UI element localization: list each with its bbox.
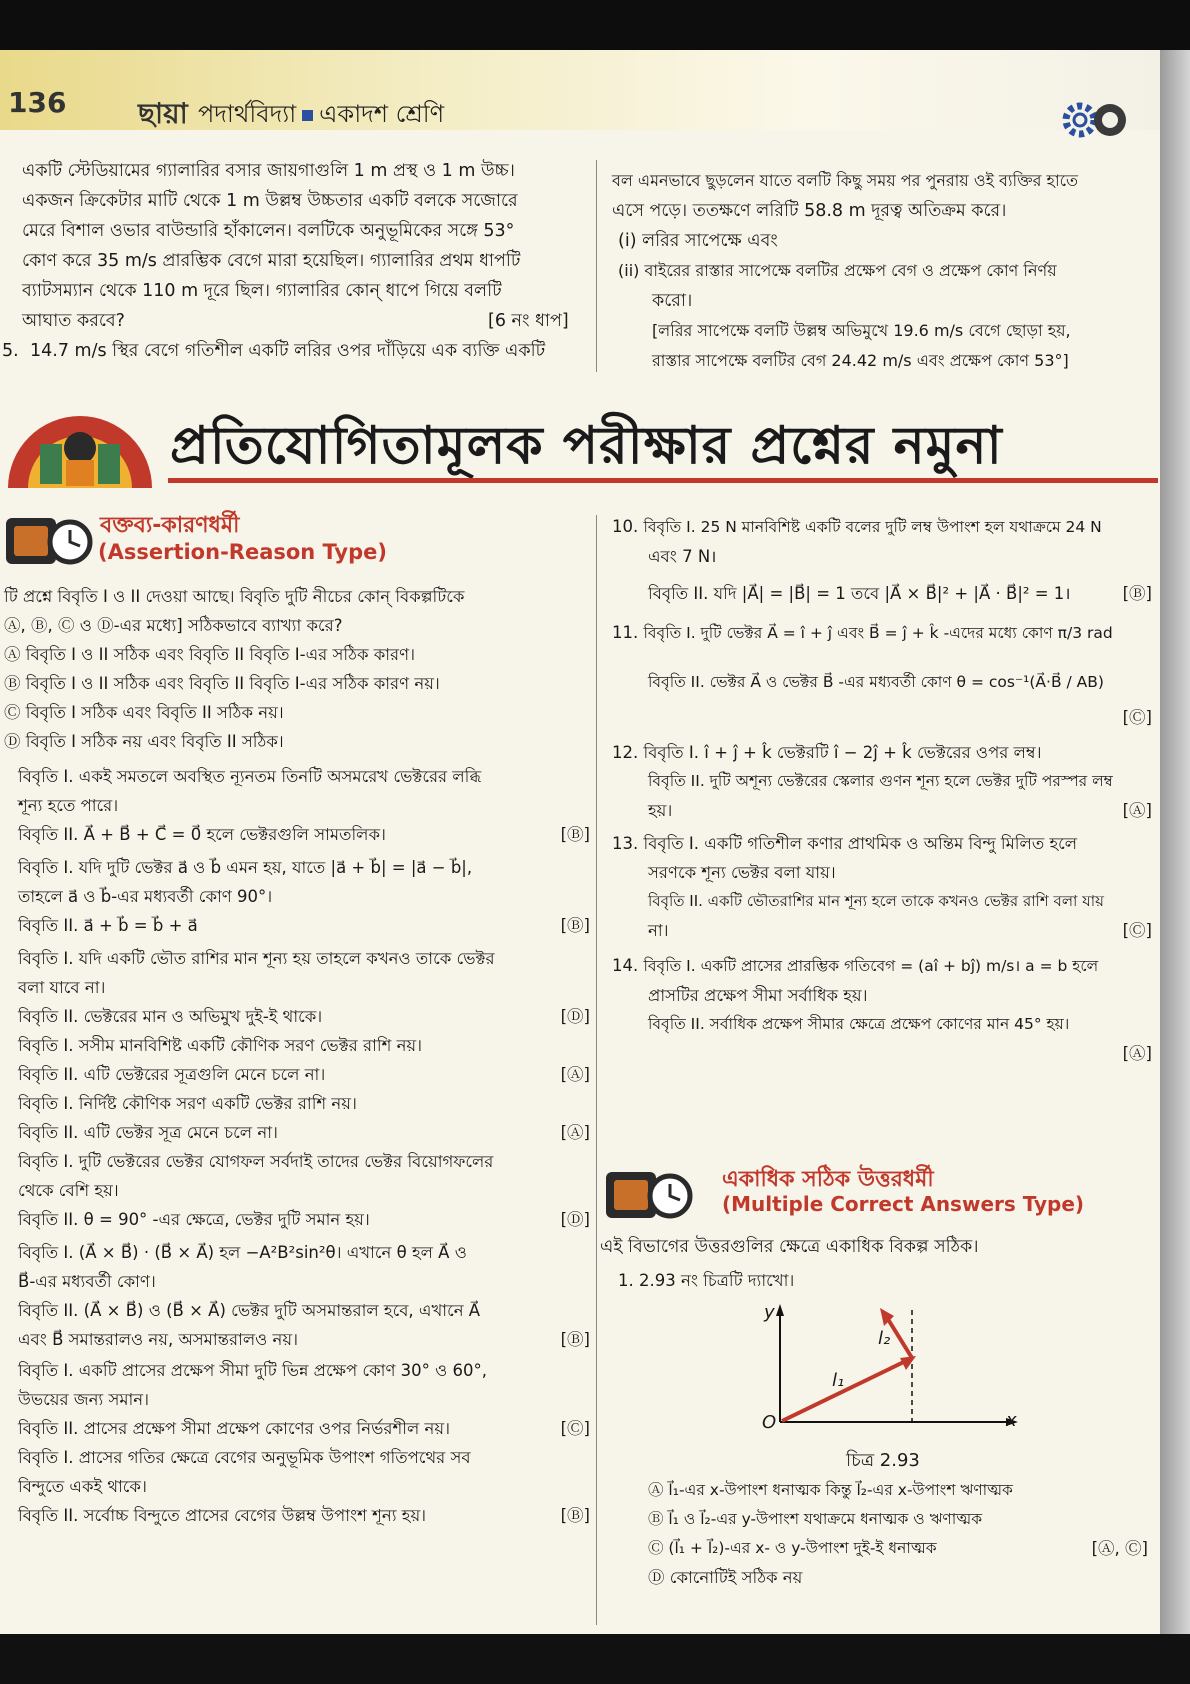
statement-2: বিবৃতি II. এটি ভেক্টর সূত্র মেনে চলে না। — [18, 1123, 278, 1142]
question-number: 5. — [2, 341, 19, 361]
statement-2: বিবৃতি II. দুটি অশূন্য ভেক্টরের স্কেলার গুণন শূন্য হলে ভেক্টর দুটি পরস্পর লম্ব — [648, 772, 1113, 790]
option-c — [648, 1534, 1148, 1563]
option-d: Ⓓ বিবৃতি I সঠিক নয় এবং বিবৃতি II সঠিক। — [4, 732, 284, 751]
statement-1 — [612, 738, 1152, 767]
statement-1-text: বিবৃতি I. একটি প্রাসের প্রারম্ভিক গতিবেগ = (aî + bĵ) m/s। a = b হলে — [643, 957, 1099, 975]
list-item — [612, 618, 1152, 732]
statement-row — [18, 1205, 590, 1234]
text-line: একটি স্টেডিয়ামের গ্যালারির বসার জায়গাগুলি 1 m প্রস্থ ও 1 m উচ্চ। — [22, 161, 515, 181]
gear-icon — [1060, 92, 1130, 148]
statement-1: বিবৃতি I. যদি দুটি ভেক্টর a⃗ ও b⃗ এমন হয়, যাতে |a⃗ + b⃗| = |a⃗ − b⃗|, — [18, 858, 473, 877]
statement-row — [18, 1501, 590, 1530]
statement-1: বিবৃতি I. যদি একটি ভৌত রাশির মান শূন্য হয় তাহলে কখনও তাকে ভেক্টর — [18, 949, 495, 968]
statement-1-cont: প্রাসটির প্রক্ষেপ সীমা সর্বাধিক হয়। — [648, 986, 868, 1005]
clock-icon — [604, 1162, 694, 1226]
option-c-text: Ⓒ (l⃗₁ + l⃗₂)-এর x- ও y-উপাংশ দুই-ই ধনাত্মক — [648, 1539, 937, 1557]
option-b: Ⓑ বিবৃতি I ও II সঠিক এবং বিবৃতি II বিবৃতি I-এর সঠিক কারণ নয়। — [4, 674, 440, 693]
statement-1-text: বিবৃতি I. î + ĵ + k̂ ভেক্টরটি î − 2ĵ + k̂ ভেক্টরের ওপর লম্ব। — [643, 743, 1042, 762]
answer-tag: [Ⓑ] — [560, 1330, 590, 1349]
text-line: কোণ করে 35 m/s প্রারম্ভিক বেগে মারা হয়েছিল। গ্যালারির প্রথম ধাপটি — [22, 251, 521, 271]
answer-tag: [Ⓒ] — [560, 1419, 590, 1438]
section-title-bn: একাধিক সঠিক উত্তরধর্মী — [722, 1167, 934, 1192]
statement-row — [612, 796, 1152, 825]
statement-1-text: বিবৃতি I. একটি গতিশীল কণার প্রাথমিক ও অন্তিম বিন্দু মিলিত হলে — [643, 834, 1078, 853]
statement-2: বিবৃতি II. ভেক্টরের মান ও অভিমুখ দুই-ই থাকে। — [18, 1007, 323, 1026]
answer-tag: [Ⓓ] — [560, 1210, 590, 1229]
statement-1 — [612, 951, 1152, 981]
answer-tag: [Ⓐ, Ⓒ] — [1091, 1539, 1148, 1558]
section-intro: এই বিভাগের উত্তরগুলির ক্ষেত্রে একাধিক বিকল্প সঠিক। — [600, 1237, 979, 1257]
statement-1: বিবৃতি I. (A⃗ × B⃗) · (B⃗ × A⃗) হল −A²B²sin²θ। এখানে θ হল A⃗ ও — [18, 1243, 467, 1262]
section-title-bn: বক্তব্য-কারণধর্মী — [100, 513, 240, 538]
list-item — [612, 512, 1152, 608]
statement-1: বিবৃতি I. প্রাসের গতির ক্ষেত্রে বেগের অনুভূমিক উপাংশ গতিপথের সব — [18, 1448, 471, 1467]
assertion-left-column — [4, 582, 590, 1530]
vector-l2-label: l₂ — [878, 1328, 891, 1349]
statement-1-cont: তাহলে a⃗ ও b⃗-এর মধ্যবর্তী কোণ 90°। — [18, 887, 273, 906]
answer-tag: [Ⓐ] — [560, 1123, 590, 1142]
text-line: আঘাত করবে? — [22, 311, 125, 331]
statement-row — [18, 911, 590, 940]
statement-1: বিবৃতি I. সসীম মানবিশিষ্ট একটি কৌণিক সরণ ভেক্টর রাশি নয়। — [18, 1036, 423, 1055]
answer-tag: [Ⓐ] — [1122, 1044, 1152, 1063]
statement-2: বিবৃতি II. প্রাসের প্রক্ষেপ সীমা প্রক্ষেপ কোণের ওপর নির্ভরশীল নয়। — [18, 1419, 450, 1438]
statement-1: বিবৃতি I. একই সমতলে অবস্থিত ন্যূনতম তিনটি অসমরেখ ভেক্টরের লব্ধি — [18, 767, 482, 786]
statement-row — [18, 820, 590, 849]
section-title-en: (Multiple Correct Answers Type) — [722, 1192, 1085, 1216]
sub-question-i: (i) লরির সাপেক্ষে এবং — [618, 231, 778, 251]
option-b: Ⓑ l⃗₁ ও l⃗₂-এর y-উপাংশ যথাক্রমে ধনাত্মক ও ঋণাত্মক — [648, 1510, 983, 1528]
question-number: 14. — [612, 956, 639, 975]
list-item — [4, 762, 590, 849]
top-right-question — [612, 166, 1152, 376]
answer-tag: [Ⓑ] — [560, 1506, 590, 1525]
statement-2: বিবৃতি II. সর্বাধিক প্রক্ষেপ সীমার ক্ষেত্রে প্রক্ষেপ কোণের মান 45° হয়। — [648, 1015, 1070, 1033]
column-divider — [596, 515, 597, 1625]
sub-question-ii: (ii) বাইরের রাস্তার সাপেক্ষে বলটির প্রক্ষেপ বেগ ও প্রক্ষেপ কোণ নির্ণয় — [618, 261, 1057, 280]
question-number: 13. — [612, 834, 639, 853]
assertion-right-column — [612, 512, 1152, 1068]
statement-2-cont: না। — [648, 921, 669, 940]
text-line: মেরে বিশাল ওভার বাউন্ডারি হাঁকালেন। বলটিকে অনুভূমিকের সঙ্গে 53° — [22, 221, 515, 241]
list-item — [4, 944, 590, 1031]
statement-1-cont: B⃗-এর মধ্যবর্তী কোণ। — [18, 1272, 156, 1291]
option-c: Ⓒ বিবৃতি I সঠিক এবং বিবৃতি II সঠিক নয়। — [4, 703, 284, 722]
statement-1 — [612, 512, 1152, 542]
axis-x-label: x — [1006, 1410, 1017, 1431]
multi-options — [648, 1476, 1148, 1592]
text-line: বল এমনভাবে ছুড়লেন যাতে বলটি কিছু সময় পর পুনরায় ওই ব্যক্তির হাতে — [612, 171, 1079, 190]
answer-bracket: [6 নং ধাপ] — [488, 311, 569, 331]
statement-2: বিবৃতি II. A⃗ + B⃗ + C⃗ = 0⃗ হলে ভেক্টরগুলি সামতলিক। — [18, 825, 386, 844]
list-item — [4, 853, 590, 940]
statement-2: বিবৃতি II. একটি ভৌতরাশির মান শূন্য হলে তাকে কখনও ভেক্টর রাশি বলা যায় — [648, 892, 1104, 910]
column-divider — [596, 160, 597, 372]
statement-2: বিবৃতি II. ভেক্টর A⃗ ও ভেক্টর B⃗ -এর মধ্যবর্তী কোণ θ = cos⁻¹(A⃗·B⃗ / AB) — [648, 673, 1104, 691]
section-title-en: (Assertion-Reason Type) — [98, 540, 387, 564]
answer-tag: [Ⓑ] — [560, 916, 590, 935]
text-line: এসে পড়ে। ততক্ষণে লরিটি 58.8 m দূরত্ব অতিক্রম করে। — [612, 201, 1007, 221]
statement-row — [18, 1414, 590, 1443]
banner-underline — [168, 478, 1158, 483]
statement-row — [612, 916, 1152, 945]
intro-line: Ⓐ, Ⓑ, Ⓒ ও Ⓓ-এর মধ্যে] সঠিকভাবে ব্যাখ্যা করে? — [4, 616, 343, 635]
scan-top-edge — [0, 0, 1190, 50]
statement-2: বিবৃতি II. সর্বোচ্চ বিন্দুতে প্রাসের বেগের উল্লম্ব উপাংশ শূন্য হয়। — [18, 1506, 427, 1525]
statement-1-cont: সরণকে শূন্য ভেক্টর বলা যায়। — [648, 863, 836, 882]
statement-2: বিবৃতি II. এটি ভেক্টরের সূত্রগুলি মেনে চলে না। — [18, 1065, 326, 1084]
header-subject — [198, 96, 444, 136]
question-number: 10. — [612, 517, 639, 536]
subject-name: পদার্থবিদ্যা — [198, 100, 297, 128]
list-item — [4, 1147, 590, 1234]
sub-question-ii-cont: করো। — [652, 291, 693, 311]
statement-2: বিবৃতি II. (A⃗ × B⃗) ও (B⃗ × A⃗) ভেক্টর দুটি অসমান্তরাল হবে, এখানে A⃗ — [18, 1301, 481, 1320]
answer-line: [লরির সাপেক্ষে বলটি উল্লম্ব অভিমুখে 19.6 m/s বেগে ছোড়া হয়, — [652, 321, 1071, 340]
list-item — [4, 1356, 590, 1443]
statement-row — [18, 1002, 590, 1031]
axis-y-label: y — [764, 1302, 775, 1323]
banner-emblem-icon — [0, 392, 160, 492]
statement-1: বিবৃতি I. একটি প্রাসের প্রক্ষেপ সীমা দুটি ভিন্ন প্রক্ষেপ কোণ 30° ও 60°, — [18, 1361, 488, 1380]
statement-row — [18, 1325, 590, 1354]
statement-1-cont: শূন্য হতে পারে। — [18, 796, 119, 815]
question-text: 14.7 m/s স্থির বেগে গতিশীল একটি লরির ওপর দাঁড়িয়ে এক ব্যক্তি একটি — [30, 341, 546, 361]
vector-figure — [740, 1302, 1020, 1462]
statement-1-text: বিবৃতি I. দুটি ভেক্টর A⃗ = î + ĵ এবং B⃗ = ĵ + k̂ -এদের মধ্যে কোণ π/3 rad — [643, 624, 1113, 642]
page-number: 136 — [8, 86, 67, 119]
statement-2-cont: এবং B⃗ সমান্তরালও নয়, অসমান্তরালও নয়। — [18, 1330, 298, 1349]
statement-1-text: বিবৃতি I. 25 N মানবিশিষ্ট একটি বলের দুটি লম্ব উপাংশ হল যথাক্রমে 24 N — [643, 518, 1102, 536]
list-item — [612, 829, 1152, 945]
statement-1-cont: বলা যাবে না। — [18, 978, 106, 997]
option-a: Ⓐ l⃗₁-এর x-উপাংশ ধনাত্মক কিন্তু l⃗₂-এর x-উপাংশ ঋণাত্মক — [648, 1481, 1013, 1499]
option-d: Ⓓ কোনোটিই সঠিক নয় — [648, 1568, 803, 1587]
statement-1-cont: বিন্দুতে একই থাকে। — [18, 1477, 147, 1496]
statement-2: বিবৃতি II. θ = 90° -এর ক্ষেত্রে, ভেক্টর দুটি সমান হয়। — [18, 1210, 370, 1229]
answer-tag: [Ⓐ] — [1122, 801, 1152, 820]
text-line: একজন ক্রিকেটার মাটি থেকে 1 m উল্লম্ব উচ্চতার একটি বলকে সজোরে — [22, 191, 518, 211]
statement-row — [612, 579, 1152, 608]
text-line: ব্যাটসম্যান থেকে 110 m দূরে ছিল। গ্যালারির কোন্‌ ধাপে গিয়ে বলটি — [22, 281, 502, 301]
figure-caption: চিত্র 2.93 — [846, 1450, 920, 1471]
answer-tag: [Ⓐ] — [560, 1065, 590, 1084]
list-item — [4, 1031, 590, 1089]
banner-title: প্রতিযোগিতামূলক পরীক্ষার প্রশ্নের নমুনা — [170, 416, 1003, 476]
answer-line: রাস্তার সাপেক্ষে বলটির বেগ 24.42 m/s এবং প্রক্ষেপ কোণ 53°] — [652, 351, 1069, 370]
statement-1-cont: থেকে বেশি হয়। — [18, 1181, 119, 1200]
brand-logo-text: ছায়া — [138, 97, 188, 130]
question-1: 1. 2.93 নং চিত্রটি দ্যাখো। — [618, 1271, 795, 1290]
list-item — [4, 1089, 590, 1147]
intro-line: টি প্রশ্নে বিবৃতি I ও II দেওয়া আছে। বিবৃতি দুটি নীচের কোন্‌ বিকল্পটিকে — [4, 587, 465, 606]
option-a: Ⓐ বিবৃতি I ও II সঠিক এবং বিবৃতি II বিবৃতি I-এর সঠিক কারণ। — [4, 645, 416, 664]
class-name: একাদশ শ্রেণি — [319, 100, 445, 128]
question-number: 12. — [612, 743, 639, 762]
list-item — [612, 951, 1152, 1068]
scan-bottom-edge — [0, 1634, 1190, 1684]
list-item — [612, 738, 1152, 825]
vector-l1-label: l₁ — [832, 1370, 845, 1391]
statement-1-cont: উভয়ের জন্য সমান। — [18, 1390, 150, 1409]
statement-1 — [612, 618, 1152, 648]
origin-label: O — [762, 1412, 777, 1433]
answer-tag: [Ⓒ] — [1122, 921, 1152, 940]
question-number: 11. — [612, 623, 639, 642]
list-item — [4, 1238, 590, 1354]
statement-2: বিবৃতি II. a⃗ + b⃗ = b⃗ + a⃗ — [18, 916, 198, 935]
answer-tag: [Ⓒ] — [1122, 708, 1152, 727]
separator-square — [302, 110, 313, 121]
statement-row — [18, 1118, 590, 1147]
statement-row — [18, 1060, 590, 1089]
statement-1-cont: এবং 7 N। — [648, 547, 717, 566]
statement-2: বিবৃতি II. যদি |A⃗| = |B⃗| = 1 তবে |A⃗ × B⃗|² + |A⃗ · B⃗|² = 1। — [648, 584, 1071, 603]
answer-tag: [Ⓓ] — [560, 1007, 590, 1026]
answer-tag: [Ⓑ] — [560, 825, 590, 844]
list-item — [4, 1443, 590, 1530]
statement-1: বিবৃতি I. দুটি ভেক্টরের ভেক্টর যোগফল সর্বদাই তাদের ভেক্টর বিয়োগফলের — [18, 1152, 494, 1171]
answer-tag: [Ⓑ] — [1122, 584, 1152, 603]
statement-1: বিবৃতি I. নির্দিষ্ট কৌণিক সরণ একটি ভেক্টর রাশি নয়। — [18, 1094, 357, 1113]
statement-2-cont: হয়। — [648, 801, 673, 820]
statement-1 — [612, 829, 1152, 858]
clock-icon — [4, 508, 94, 572]
scan-right-edge — [1160, 50, 1190, 1684]
